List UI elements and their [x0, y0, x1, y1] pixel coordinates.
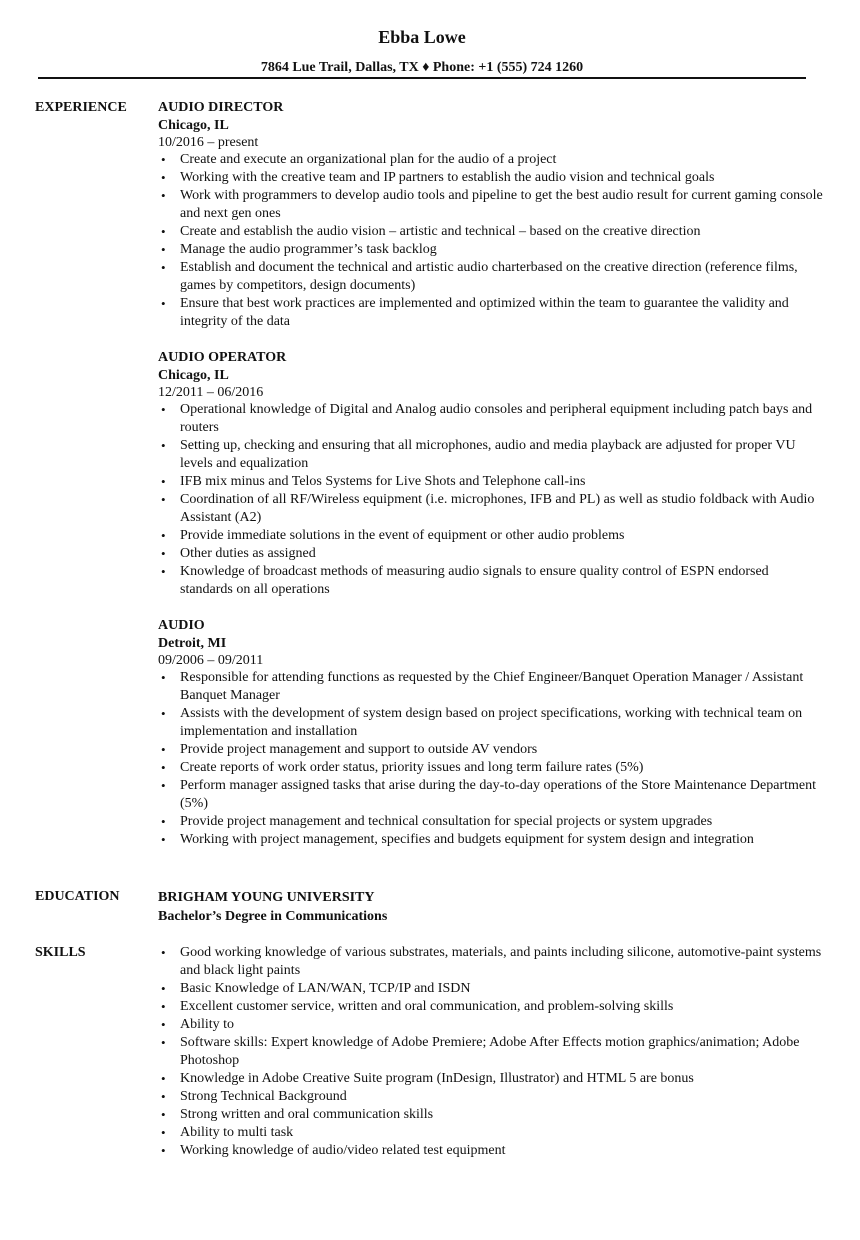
- section-title-experience: EXPERIENCE: [35, 100, 127, 115]
- duty-item: • Create and execute an organizational plan for the audio of a project: [158, 151, 823, 169]
- duty-item: • Provide project management and support to outside AV vendors: [158, 741, 823, 759]
- duty-item: • Establish and document the technical and artistic audio charterbased on the creative direction (reference films, games by competitors, design documents): [158, 259, 823, 295]
- job-entry: [158, 99, 823, 331]
- section-title-skills: SKILLS: [35, 945, 86, 960]
- skill-item: • Basic Knowledge of LAN/WAN, TCP/IP and ISDN: [158, 980, 823, 998]
- job-location: Detroit, MI: [158, 636, 227, 651]
- candidate-name: Ebba Lowe: [378, 27, 466, 47]
- duty-item: • Provide project management and technical consultation for special projects or system upgrades: [158, 813, 823, 831]
- job-entry: [158, 617, 823, 849]
- duty-item: • Assists with the development of system design based on project specifications, working with technical team on implementation and installation: [158, 705, 823, 741]
- skill-item: • Knowledge in Adobe Creative Suite program (InDesign, Illustrator) and HTML 5 are bonus: [158, 1070, 823, 1088]
- job-dates: 10/2016 – present: [158, 135, 259, 150]
- job-location: Chicago, IL: [158, 118, 229, 133]
- skill-item: • Excellent customer service, written and oral communication, and problem-solving skills: [158, 998, 823, 1016]
- duty-item: • Operational knowledge of Digital and Analog audio consoles and peripheral equipment including patch bays and routers: [158, 401, 823, 437]
- skill-item: • Strong written and oral communication skills: [158, 1106, 823, 1124]
- duty-item: • Work with programmers to develop audio tools and pipeline to get the best audio result for current gaming console and next gen ones: [158, 187, 823, 223]
- duty-item: • Responsible for attending functions as requested by the Chief Engineer/Banquet Operation Manager / Assistant Banquet Manager: [158, 669, 823, 705]
- job-dates: 09/2006 – 09/2011: [158, 653, 264, 668]
- skill-item: • Strong Technical Background: [158, 1088, 823, 1106]
- skill-item: • Software skills: Expert knowledge of Adobe Premiere; Adobe After Effects motion graphics/animation; Adobe Photoshop: [158, 1034, 823, 1070]
- school-name: BRIGHAM YOUNG UNIVERSITY: [158, 890, 375, 905]
- section-title-education: EDUCATION: [35, 889, 120, 904]
- duty-item: • Perform manager assigned tasks that arise during the day-to-day operations of the Store Maintenance Department (5%): [158, 777, 823, 813]
- education-entry: [158, 888, 823, 926]
- experience-list: [158, 99, 823, 867]
- resume-header: [38, 24, 806, 78]
- duty-item: • Other duties as assigned: [158, 545, 823, 563]
- job-duties: [158, 669, 823, 849]
- header-divider: [38, 77, 806, 79]
- job-duties: [158, 151, 823, 331]
- duty-item: • Knowledge of broadcast methods of measuring audio signals to ensure quality control of ESPN endorsed standards on all operations: [158, 563, 823, 599]
- duty-item: • Create and establish the audio vision – artistic and technical – based on the creative direction: [158, 223, 823, 241]
- duty-item: • Ensure that best work practices are implemented and optimized within the team to guarantee the validity and integrity of the data: [158, 295, 823, 331]
- job-title: AUDIO: [158, 618, 205, 633]
- skill-item: • Working knowledge of audio/video related test equipment: [158, 1142, 823, 1160]
- job-dates: 12/2011 – 06/2016: [158, 385, 264, 400]
- duty-item: • Manage the audio programmer’s task backlog: [158, 241, 823, 259]
- duty-item: • Working with the creative team and IP partners to establish the audio vision and technical goals: [158, 169, 823, 187]
- skill-item: • Ability to: [158, 1016, 823, 1034]
- job-duties: [158, 401, 823, 599]
- skills-list: [158, 944, 823, 1160]
- duty-item: • Setting up, checking and ensuring that all microphones, audio and media playback are adjusted for proper VU levels and equalization: [158, 437, 823, 473]
- duty-item: • Create reports of work order status, priority issues and long term failure rates (5%): [158, 759, 823, 777]
- skills-entry: [158, 944, 823, 1160]
- duty-item: • Coordination of all RF/Wireless equipment (i.e. microphones, IFB and PL) as well as studio foldback with Audio Assistant (A2): [158, 491, 823, 527]
- degree: Bachelor’s Degree in Communications: [158, 909, 388, 924]
- skill-item: • Good working knowledge of various substrates, materials, and paints including silicone, automotive-paint systems and black light paints: [158, 944, 823, 980]
- duty-item: • IFB mix minus and Telos Systems for Live Shots and Telephone call-ins: [158, 473, 823, 491]
- job-entry: [158, 349, 823, 599]
- job-location: Chicago, IL: [158, 368, 229, 383]
- duty-item: • Working with project management, specifies and budgets equipment for system design and integration: [158, 831, 823, 849]
- contact-line: 7864 Lue Trail, Dallas, TX ♦ Phone: +1 (555) 724 1260: [260, 60, 584, 75]
- job-title: AUDIO OPERATOR: [158, 350, 287, 365]
- skill-item: • Ability to multi task: [158, 1124, 823, 1142]
- duty-item: • Provide immediate solutions in the event of equipment or other audio problems: [158, 527, 823, 545]
- job-title: AUDIO DIRECTOR: [158, 100, 284, 115]
